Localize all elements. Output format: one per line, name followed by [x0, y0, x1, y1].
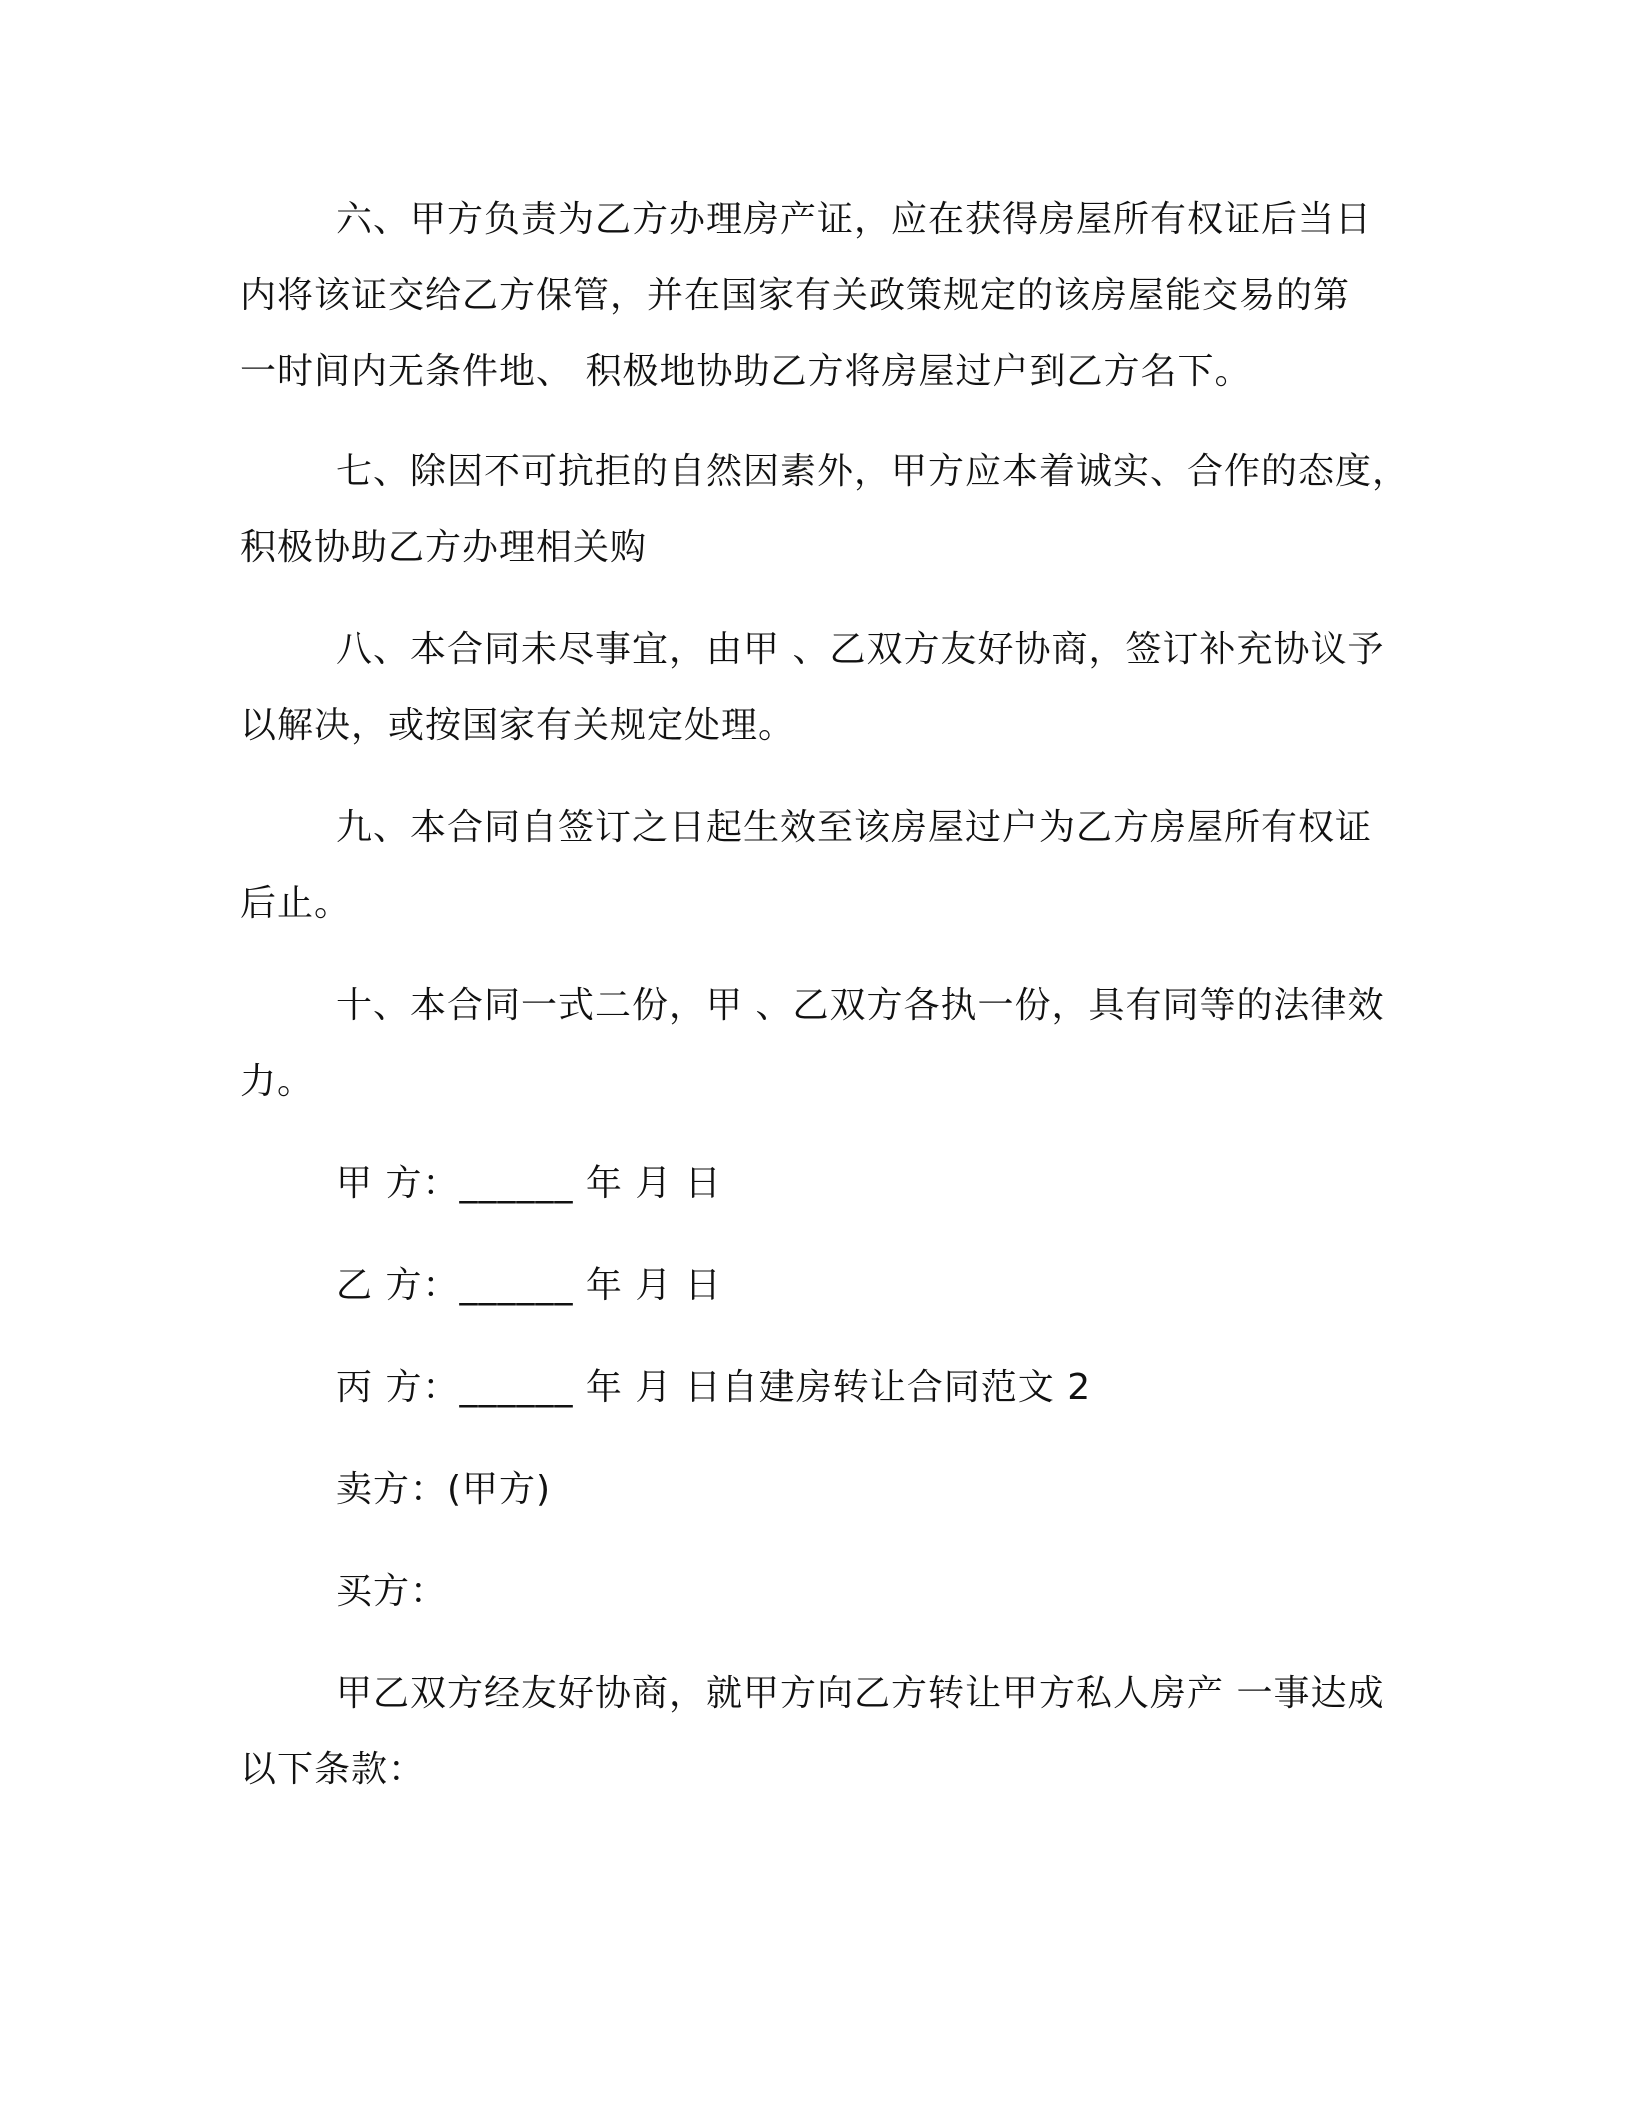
clause-9-line-1: 九、本合同自签订之日起生效至该房屋过户为乙方房屋所有权证 [336, 807, 1373, 848]
seller-line: 卖方：(甲方) [336, 1469, 552, 1510]
clause-7-line-1: 七、除因不可抗拒的自然因素外，甲方应本着诚实、合作的态度， [336, 451, 1410, 492]
clause-8-line-1: 八、本合同未尽事宜，由甲 、乙双方友好协商，签订补充协议予 [336, 629, 1385, 670]
party-c-signature-line: 丙 方：______ 年 月 日自建房转让合同范文 2 [336, 1367, 1092, 1408]
clause-7-line-2: 积极协助乙方办理相关购 [240, 527, 648, 568]
buyer-line: 买方： [336, 1571, 448, 1612]
clause-9-line-2: 后止。 [240, 883, 352, 924]
clause-10-line-1: 十、本合同一式二份，甲 、乙双方各执一份，具有同等的法律效 [336, 985, 1385, 1026]
clause-8-line-2: 以解决，或按国家有关规定处理。 [240, 705, 796, 746]
clause-6-line-2: 内将该证交给乙方保管，并在国家有关政策规定的该房屋能交易的第 [240, 275, 1351, 316]
clause-6-line-1: 六、甲方负责为乙方办理房产证，应在获得房屋所有权证后当日 [336, 199, 1373, 240]
clause-10-line-2: 力。 [240, 1061, 315, 1102]
intro-line-2: 以下条款： [240, 1749, 426, 1790]
clause-6-line-3: 一时间内无条件地、 积极地协助乙方将房屋过户到乙方名下。 [240, 351, 1252, 392]
party-b-signature-line: 乙 方：______ 年 月 日 [336, 1265, 722, 1306]
party-a-signature-line: 甲 方：______ 年 月 日 [336, 1163, 722, 1204]
intro-line-1: 甲乙双方经友好协商，就甲方向乙方转让甲方私人房产 一事达成 [336, 1673, 1385, 1714]
